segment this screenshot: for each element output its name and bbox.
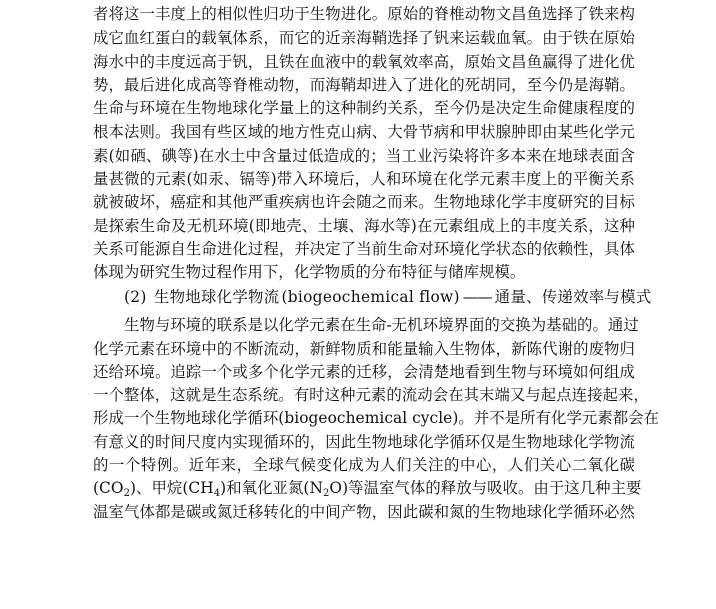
- text-line: 有意义的时间尺度内实现循环的，因此生物地球化学循环仅是生物地球化学物流: [93, 433, 635, 451]
- section-heading: [124, 287, 652, 307]
- text-line: 素(如硒、碘等)在水土中含量过低造成的；当工业污染将许多本来在地球表面含: [93, 147, 635, 165]
- text-line: 生命与环境在生物地球化学量上的这种制约关系，至今仍是决定生命健康程度的: [93, 99, 635, 117]
- text-line: 还给环境。追踪一个或多个化学元素的迁移，会清楚地看到生物与环境如何组成: [93, 363, 635, 381]
- heading-subtitle: 通量、传递效率与模式: [494, 288, 652, 306]
- text-line: 是探索生命及无机环境(即地壳、土壤、海水等)在元素组成上的丰度关系，这种: [93, 217, 635, 235]
- text-line: 者将这一丰度上的相似性归功于生物进化。原始的脊椎动物文昌鱼选择了铁来构: [93, 5, 635, 23]
- text-line: 生物与环境的联系是以化学元素在生命-无机环境界面的交换为基础的。通过: [124, 316, 639, 334]
- text-line: 形成一个生物地球化学循环(biogeochemical cycle)。并不是所有化学元素都会在: [93, 409, 660, 427]
- subscript: 4: [213, 488, 221, 499]
- formula-prefix: (CO: [93, 479, 124, 497]
- heading-english: (biogeochemical flow): [281, 288, 460, 306]
- text-line: 量甚微的元素(如汞、镉等)带入环境后，人和环境在化学元素丰度上的平衡关系: [93, 170, 635, 188]
- text-line: 一个整体，这就是生态系统。有时这种元素的流动会在其末端又与起点连接起来，: [93, 386, 649, 404]
- formula-mid: )和氧化亚氮(N: [220, 479, 323, 497]
- text-line: 关系可能源自生命进化过程，并决定了当前生命对环境化学状态的依赖性，具体: [93, 240, 635, 258]
- text-line: 的一个特例。近年来，全球气候变化成为人们关注的中心，人们关心二氧化碳: [93, 456, 635, 474]
- formula-suffix: O)等温室气体的释放与吸收。由于这几种主要: [329, 479, 642, 497]
- text-line: 势，最后进化成高等脊椎动物，而海鞘却进入了进化的死胡同，至今仍是海鞘。: [93, 76, 635, 94]
- text-line: 成它血红蛋白的载氧体系，而它的近亲海鞘选择了钒来运载血氧。由于铁在原始: [93, 29, 635, 47]
- heading-number: (2): [124, 288, 147, 306]
- text-line-formula: [93, 478, 642, 499]
- text-line: 就被破坏，癌症和其他严重疾病也许会随之而来。生物地球化学丰度研究的目标: [93, 193, 635, 211]
- heading-dash: ——: [462, 288, 492, 306]
- subscript: 2: [123, 488, 130, 499]
- text-line: 根本法则。我国有些区域的地方性克山病、大骨节病和甲状腺肿即由某些化学元: [93, 123, 635, 141]
- subscript: 2: [322, 488, 330, 499]
- text-line: 海水中的丰度远高于钒，且铁在血液中的载氧效率高，原始文昌鱼赢得了进化优: [93, 53, 635, 71]
- text-line: 体现为研究生物过程作用下，化学物质的分布特征与储库规模。: [93, 263, 526, 281]
- text-line: 温室气体都是碳或氮迁移转化的中间产物，因此碳和氮的生物地球化学循环必然: [93, 503, 635, 521]
- text-line: 化学元素在环境中的不断流动，新鲜物质和能量输入生物体，新陈代谢的废物归: [93, 340, 635, 358]
- heading-title: 生物地球化学物流: [153, 288, 280, 306]
- formula-mid: )、甲烷(CH: [129, 479, 214, 497]
